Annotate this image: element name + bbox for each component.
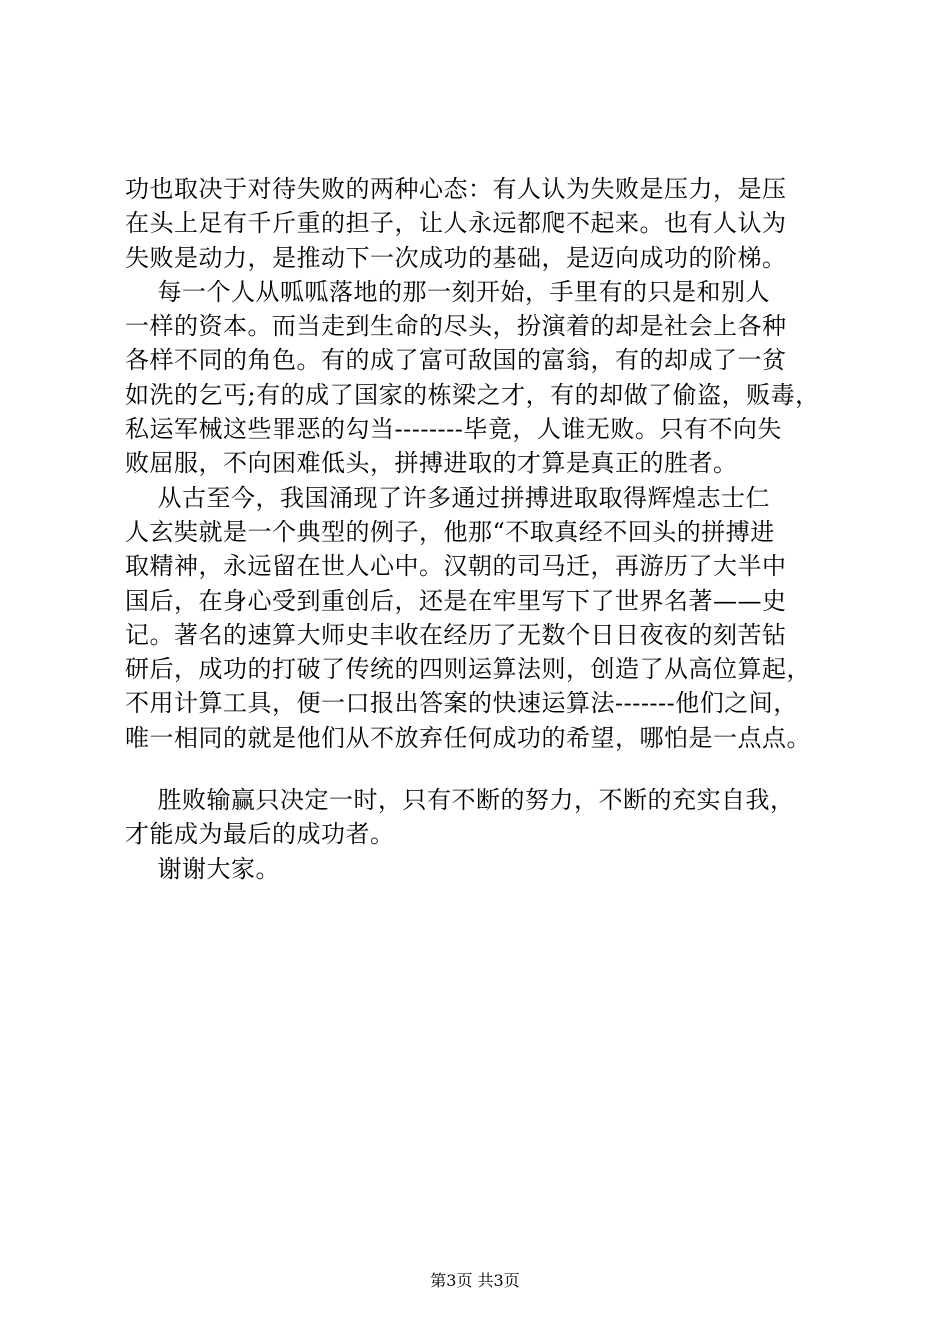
text-line: 研后，成功的打破了传统的四则运算法则，创造了从高位算起， [125,655,811,684]
text-line: 一样的资本。而当走到生命的尽头，扮演着的却是社会上各种 [125,312,787,341]
text-line: 在头上足有千斤重的担子，让人永远都爬不起来。也有人认为 [125,209,787,238]
text-line: 各样不同的角色。有的成了富可敌国的富翁，有的却成了一贫 [125,346,787,375]
text-line: 人玄奘就是一个典型的例子，他那“不取真经不回头的拼搏进 [125,517,775,546]
text-line: 每一个人从呱呱落地的那一刻开始，手里有的只是和别人 [125,277,771,306]
text-line: 失败是动力，是推动下一次成功的基础，是迈向成功的阶梯。 [125,243,787,272]
text-line: 败屈服，不向困难低头，拼搏进取的才算是真正的胜者。 [125,449,738,478]
paragraph-5 [125,852,835,886]
paragraph-1 [125,172,835,275]
text-line: 记。著名的速算大师史丰收在经历了无数个日日夜夜的刻苦钻 [125,620,787,649]
text-line: 才能成为最后的成功者。 [125,820,395,849]
text-line: 唯一相同的就是他们从不放弃任何成功的希望，哪怕是一点点。 [125,723,811,752]
text-line: 从古至今，我国涌现了许多通过拼搏进取取得辉煌志士仁 [125,483,771,512]
paragraph-2 [125,275,835,481]
text-line: 取精神，永远留在世人心中。汉朝的司马迁，再游历了大半中 [125,552,787,581]
text-line: 不用计算工具，便一口报出答案的快速运算法-------他们之间， [125,689,798,718]
text-line: 如洗的乞丐;有的成了国家的栋梁之才，有的却做了偷盗，贩毒， [125,380,820,409]
text-line: 国后，在身心受到重创后，还是在牢里写下了世界名著——史 [125,586,787,615]
paragraph-spacer [125,755,835,783]
text-line: 功也取决于对待失败的两种心态：有人认为失败是压力，是压 [125,175,787,203]
page-footer [0,1268,950,1291]
paragraph-4 [125,783,835,852]
text-line: 胜败输赢只决定一时，只有不断的努力，不断的充实自我， [125,786,795,815]
document-body [125,172,835,886]
text-line: 私运军械这些罪恶的勾当--------毕竟，人谁无败。只有不向失 [125,415,782,444]
paragraph-3 [125,481,835,755]
text-line: 谢谢大家。 [125,854,281,883]
page-number-label: 第3页 共3页 [430,1271,520,1290]
